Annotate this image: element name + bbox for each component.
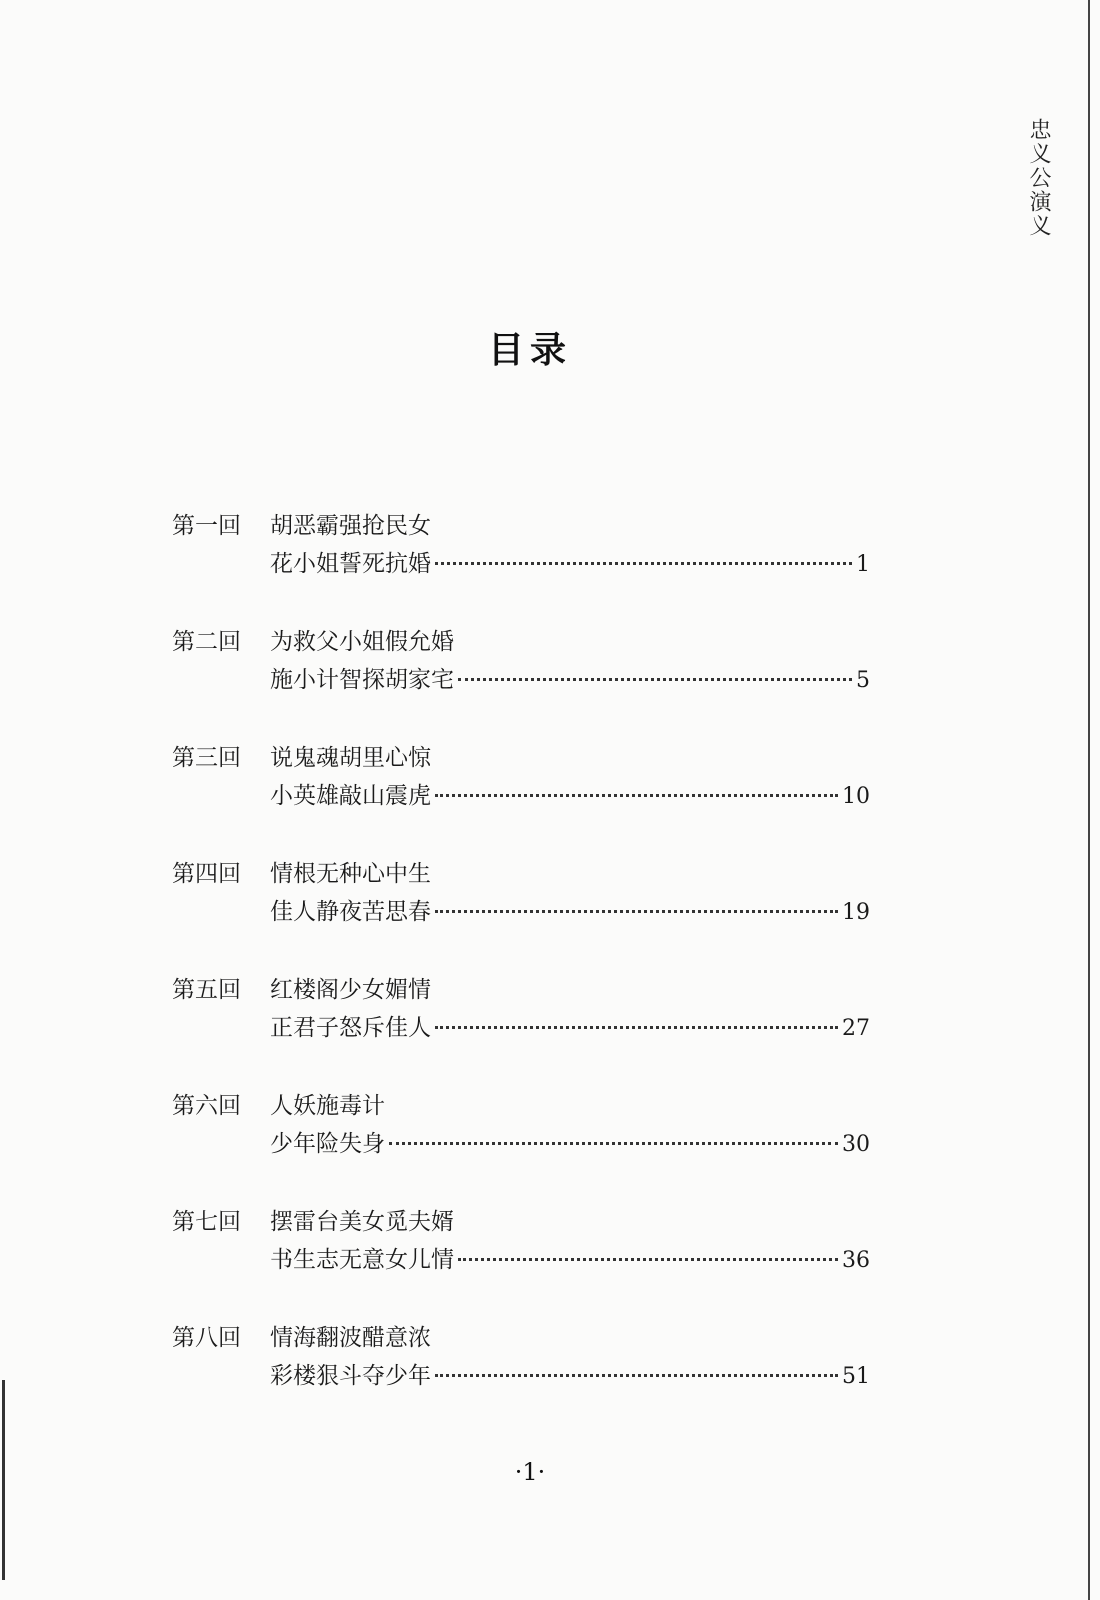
chapter-title-line1: 红楼阁少女媚情 xyxy=(270,977,431,1003)
toc-entry[interactable] xyxy=(172,1206,892,1322)
table-of-contents xyxy=(172,510,892,1438)
chapter-title-line2: 花小姐誓死抗婚 xyxy=(270,551,431,577)
chapter-title-line2: 少年险失身 xyxy=(270,1131,385,1157)
chapter-title-line2: 彩楼狠斗夺少年 xyxy=(270,1363,431,1389)
chapter-title-line2: 施小计智探胡家宅 xyxy=(270,667,454,693)
page-title: 目录 xyxy=(487,329,572,371)
chapter-title-line1: 为救父小姐假允婚 xyxy=(270,629,454,655)
dot-leader xyxy=(435,794,838,797)
page-number: 51 xyxy=(842,1364,870,1389)
chapter-number: 第六回 xyxy=(172,1093,241,1119)
dot-leader xyxy=(435,1374,838,1377)
chapter-title-line1: 胡恶霸强抢民女 xyxy=(270,513,431,539)
chapter-title-line2: 书生志无意女儿情 xyxy=(270,1247,454,1273)
toc-entry[interactable] xyxy=(172,626,892,742)
chapter-number: 第八回 xyxy=(172,1325,241,1351)
chapter-title-line1: 情海翻波醋意浓 xyxy=(270,1325,431,1351)
dot-leader xyxy=(435,562,852,565)
dot-leader xyxy=(458,1258,838,1261)
page-number: 1 xyxy=(856,552,870,577)
toc-entry[interactable] xyxy=(172,1322,892,1438)
toc-entry[interactable] xyxy=(172,974,892,1090)
page-number: 5 xyxy=(856,668,870,693)
chapter-title-line2: 正君子怒斥佳人 xyxy=(270,1015,431,1041)
chapter-number: 第四回 xyxy=(172,861,241,887)
chapter-number: 第五回 xyxy=(172,977,241,1003)
chapter-title-line2: 佳人静夜苦思春 xyxy=(270,899,431,925)
chapter-number: 第二回 xyxy=(172,629,241,655)
dot-leader xyxy=(458,678,852,681)
folio: ·1· xyxy=(514,1458,546,1486)
chapter-number: 第七回 xyxy=(172,1209,241,1235)
toc-entry[interactable] xyxy=(172,1090,892,1206)
page-number: 10 xyxy=(842,784,870,809)
toc-entry[interactable] xyxy=(172,510,892,626)
page-number: 36 xyxy=(842,1248,870,1273)
dot-leader xyxy=(389,1142,838,1145)
chapter-title-line1: 说鬼魂胡里心惊 xyxy=(270,745,431,771)
chapter-title-line1: 人妖施毒计 xyxy=(270,1093,385,1119)
dot-leader xyxy=(435,1026,838,1029)
page-number: 27 xyxy=(842,1016,870,1041)
chapter-title-line1: 情根无种心中生 xyxy=(270,861,431,887)
toc-entry[interactable] xyxy=(172,742,892,858)
page-number: 30 xyxy=(842,1132,870,1157)
toc-entry[interactable] xyxy=(172,858,892,974)
chapter-number: 第一回 xyxy=(172,513,241,539)
dot-leader xyxy=(435,910,838,913)
running-head: 忠义公演义 xyxy=(1026,118,1051,238)
chapter-number: 第三回 xyxy=(172,745,241,771)
chapter-title-line1: 摆雷台美女觅夫婿 xyxy=(270,1209,454,1235)
scan-edge xyxy=(1088,0,1090,1600)
chapter-title-line2: 小英雄敲山震虎 xyxy=(270,783,431,809)
page-number: 19 xyxy=(842,900,870,925)
